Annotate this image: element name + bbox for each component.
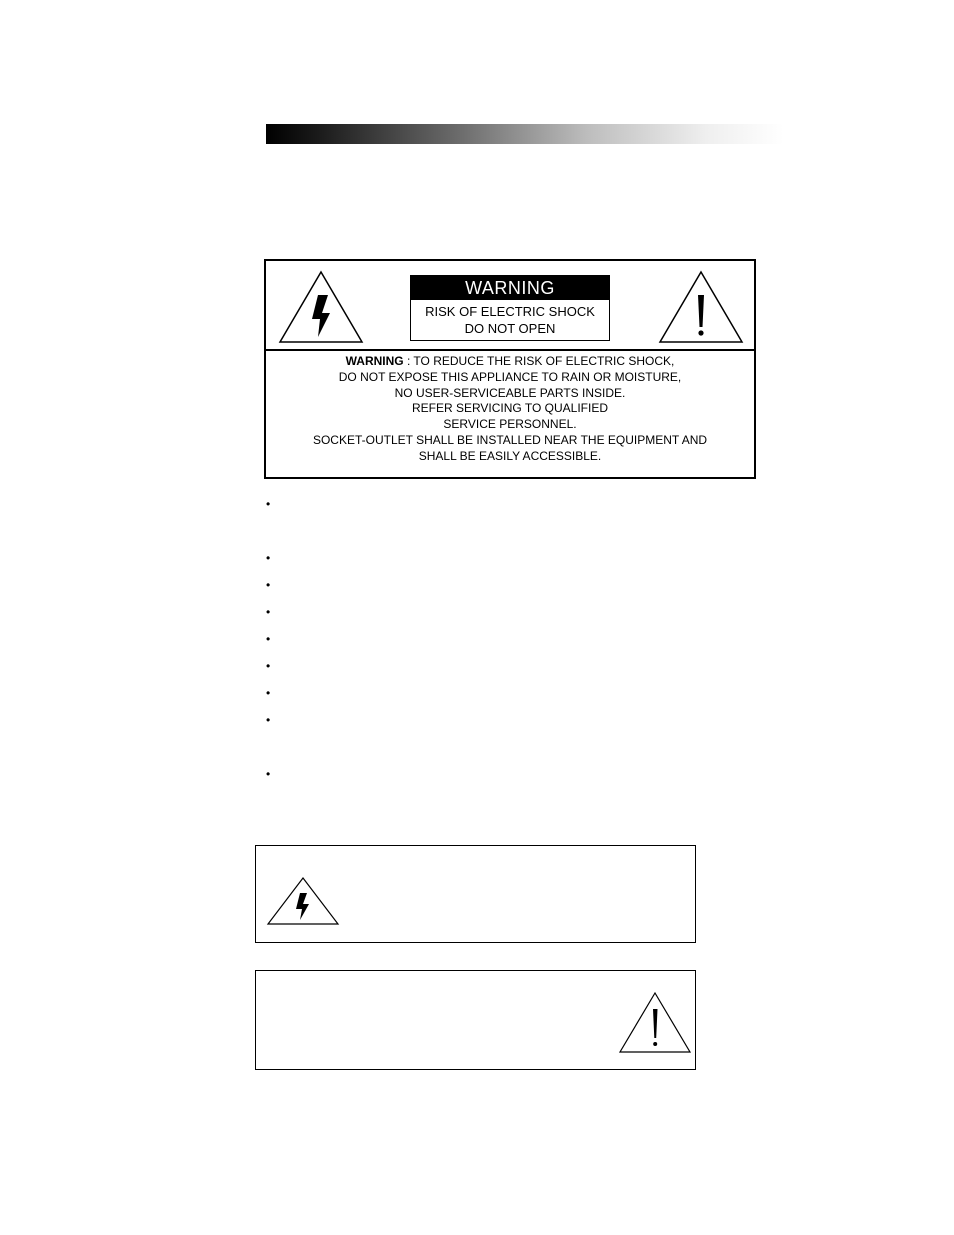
exclamation-triangle-icon: [658, 269, 744, 345]
lightning-triangle-icon: [278, 269, 364, 345]
warning-title: WARNING: [411, 276, 609, 300]
exclamation-notice-box: [255, 970, 696, 1070]
lightning-notice-box: [255, 845, 696, 943]
warning-panel: [264, 259, 756, 479]
bullet-3: •: [266, 578, 271, 592]
bullet-9: •: [266, 767, 271, 781]
warning-line-5: SERVICE PERSONNEL.: [443, 417, 577, 432]
warning-line-4: REFER SERVICING TO QUALIFIED: [411, 401, 609, 416]
bullet-6: •: [266, 659, 271, 673]
bullet-8: •: [266, 713, 271, 727]
warning-line-1: [266, 354, 754, 370]
warning-line-7: SHALL BE EASILY ACCESSIBLE.: [418, 448, 602, 463]
bullet-2: •: [266, 551, 271, 565]
warning-label: [410, 275, 610, 341]
warning-subtitle-line1: RISK OF ELECTRIC SHOCK: [425, 304, 595, 319]
warning-line-2: DO NOT EXPOSE THIS APPLIANCE TO RAIN OR MOISTURE,: [338, 369, 682, 384]
warning-subtitle-line2: DO NOT OPEN: [464, 321, 556, 336]
warning-line-1-text: : TO REDUCE THE RISK OF ELECTRIC SHOCK,: [403, 354, 675, 368]
exclamation-triangle-icon: [618, 991, 692, 1055]
warning-line-3: NO USER-SERVICEABLE PARTS INSIDE.: [394, 385, 626, 400]
bullet-1: •: [266, 497, 271, 511]
warning-body: [266, 354, 754, 465]
warning-line-6: SOCKET-OUTLET SHALL BE INSTALLED NEAR THE EQUIPMENT AND: [312, 432, 708, 447]
warning-subtitle: [411, 300, 609, 337]
warning-panel-top: [266, 261, 754, 351]
lightning-triangle-icon: [266, 876, 340, 926]
header-gradient-bar: [266, 124, 784, 144]
warning-prefix: WARNING: [345, 354, 404, 368]
bullet-4: •: [266, 605, 271, 619]
bullet-7: •: [266, 686, 271, 700]
bullet-5: •: [266, 632, 271, 646]
